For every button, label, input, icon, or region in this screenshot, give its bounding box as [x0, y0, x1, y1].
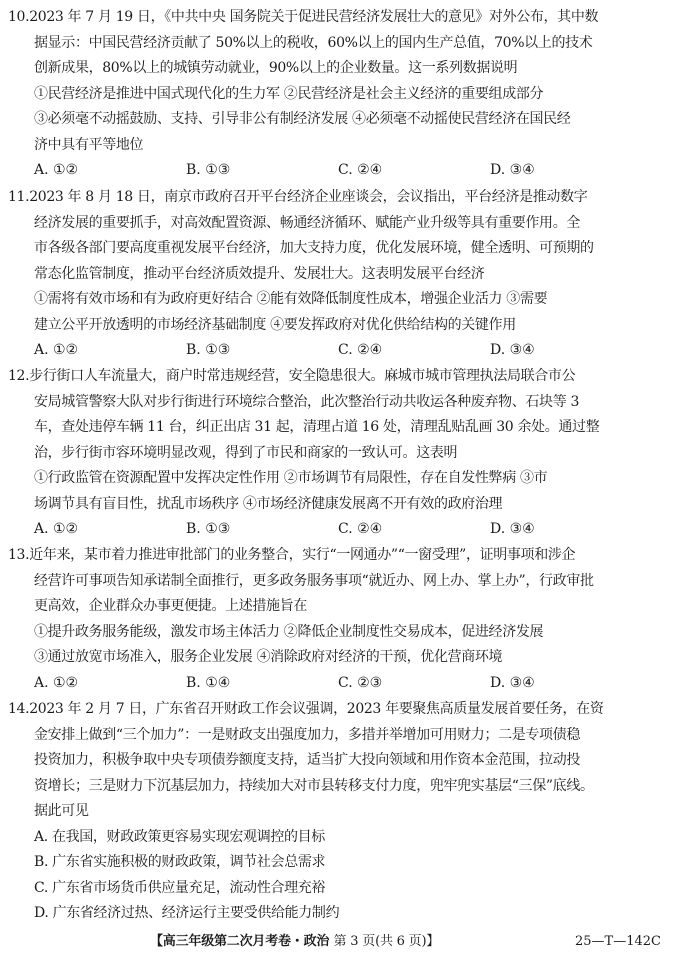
option-a[interactable]: A. ①② [34, 342, 79, 358]
footer-page-number: 第 3 页(共 6 页)】 [333, 934, 440, 949]
question-stem [8, 185, 663, 287]
stem-line: 据显示：中国民营经济贡献了 50%以上的税收，60%以上的国内生产总值，70%以上的技术 [34, 34, 593, 51]
stem-line: 资增长；三是财力下沉基层加力，持续加大对市县转移支付力度，兜牢兜实基层“三保”底线。 [34, 777, 594, 794]
option-c[interactable]: C. ②④ [338, 162, 383, 178]
option-d[interactable]: D. 广东省经济过热、经济运行主要受供给能力制约 [34, 905, 340, 921]
answer-options [8, 517, 663, 543]
statement-line: ①民营经济是推进中国式现代化的生力军 ②民营经济是社会主义经济的重要组成部分 [34, 85, 544, 102]
answer-options [8, 671, 663, 697]
option-b[interactable]: B. ①③ [186, 162, 231, 178]
stem-line: 10.2023 年 7 月 19 日，《中共中央 国务院关于促进民营经济发展壮大的意见》对外公布，其中数 [8, 9, 599, 25]
question-stem [8, 697, 663, 825]
stem-line: 常态化监管制度，推动平台经济质效提升、发展壮大。这表明发展平台经济 [34, 265, 485, 282]
stem-line: 11.2023 年 8 月 18 日，南京市政府召开平台经济企业座谈会，会议指出，平台经济是推动数字 [8, 189, 588, 205]
question-14 [8, 697, 663, 927]
question-stem [8, 364, 663, 466]
stem-line: 经营许可事项告知承诺制全面推行，更多政务服务事项“就近办、网上办、掌上办”，行政审批 [34, 572, 594, 589]
question-stem [8, 543, 663, 620]
option-b[interactable]: B. ①③ [186, 342, 231, 358]
stem-line: 治，步行街市容环境明显改观，得到了市民和商家的一致认可。这表明 [34, 444, 458, 461]
option-a[interactable]: A. 在我国，财政政策更容易实现宏观调控的目标 [34, 828, 325, 845]
statement-line: ①需将有效市场和有为政府更好结合 ②能有效降低制度性成本，增强企业活力 ③需要 [34, 291, 548, 307]
option-c[interactable]: C. ②③ [338, 674, 383, 691]
statement-line: 济中具有平等地位 [34, 136, 144, 153]
option-b[interactable]: B. 广东省实施积极的财政政策，调节社会总需求 [34, 854, 326, 870]
option-c[interactable]: C. ②④ [338, 342, 383, 358]
stem-line: 14.2023 年 2 月 7 日，广东省召开财政工作会议强调，2023 年要聚焦高质量发展首要任务，在资 [8, 701, 604, 717]
stem-line: 12.步行街口人车流量大，商户时常违规经营，安全隐患很大。麻城市城市管理执法局联合市公 [8, 368, 576, 384]
footer-exam-title: 【高三年级第二次月考卷・政治 [150, 934, 330, 949]
option-a[interactable]: A. ①② [34, 162, 79, 178]
option-d[interactable]: D. ③④ [490, 674, 535, 691]
option-d[interactable]: D. ③④ [490, 521, 535, 537]
option-d[interactable]: D. ③④ [490, 162, 535, 178]
statement-line: ①行政监管在资源配置中发挥决定性作用 ②市场调节有局限性，存在自发性弊病 ③市 [34, 470, 548, 486]
question-12 [8, 364, 663, 543]
option-c[interactable]: C. ②④ [338, 521, 383, 537]
stem-line: 更高效，企业群众办事更便捷。上述措施旨在 [34, 598, 307, 614]
stem-line: 经济发展的重要抓手，对高效配置资源、畅通经济循环、赋能产业升级等具有重要作用。全 [34, 214, 580, 231]
question-10 [8, 5, 663, 184]
statement-line: 场调节具有盲目性，扰乱市场秩序 ④市场经济健康发展离不开有效的政府治理 [34, 495, 503, 512]
option-d[interactable]: D. ③④ [490, 342, 535, 358]
stem-line: 金安排上做到“三个加力”：一是财政支出强度加力，多措并举增加可用财力；二是专项债稳 [34, 726, 580, 743]
statement-line: ③通过放宽市场准入，服务企业发展 ④消除政府对经济的干预，优化营商环境 [34, 649, 503, 665]
question-stem [8, 5, 663, 82]
statement-line: ①提升政务服务能级，激发市场主体活力 ②降低企业制度性交易成本，促进经济发展 [34, 623, 544, 640]
answer-options [8, 158, 663, 184]
answer-options [8, 338, 663, 364]
statement-line: 建立公平开放透明的市场经济基础制度 ④要发挥政府对优化供给结构的关键作用 [34, 316, 516, 333]
stem-line: 市各级各部门要高度重视发展平台经济，加大支持力度，优化发展环境，健全透明、可预期的 [34, 240, 594, 256]
option-a[interactable]: A. ①② [34, 521, 79, 537]
option-c[interactable]: C. 广东省市场货币供应量充足，流动性合理充裕 [34, 879, 326, 896]
option-a[interactable]: A. ①② [34, 674, 79, 691]
statement-line: ③必须毫不动摇鼓励、支持、引导非公有制经济发展 ④必须毫不动摇使民营经济在国民经 [34, 111, 571, 127]
footer-paper-code: 25—T—142C [575, 934, 661, 949]
stem-line: 车，查处违停车辆 11 台，纠正出店 31 起，清理占道 16 处，清理乱贴乱画 30 余处。通过整 [34, 419, 600, 435]
stem-line: 安局城管警察大队对步行街进行环境综合整治，此次整治行动共收运各种废弃物、石块等 3 [34, 393, 580, 410]
option-b[interactable]: B. ①③ [186, 521, 231, 537]
option-b[interactable]: B. ①④ [186, 674, 231, 691]
stem-line: 创新成果，80%以上的城镇劳动就业，90%以上的企业数量。这一系列数据说明 [34, 60, 518, 76]
stem-line: 13.近年来，某市着力推进审批部门的业务整合，实行“一网通办”“一窗受理”，证明事项和涉企 [8, 547, 576, 563]
page-footer [0, 930, 677, 954]
question-11 [8, 185, 663, 364]
stem-line: 据此可见 [34, 803, 89, 819]
stem-line: 投资加力，积极争取中央专项债券额度支持，适当扩大投向领域和用作资本金范围，拉动投 [34, 752, 580, 768]
question-13 [8, 543, 663, 696]
footer-title-group [150, 930, 439, 954]
